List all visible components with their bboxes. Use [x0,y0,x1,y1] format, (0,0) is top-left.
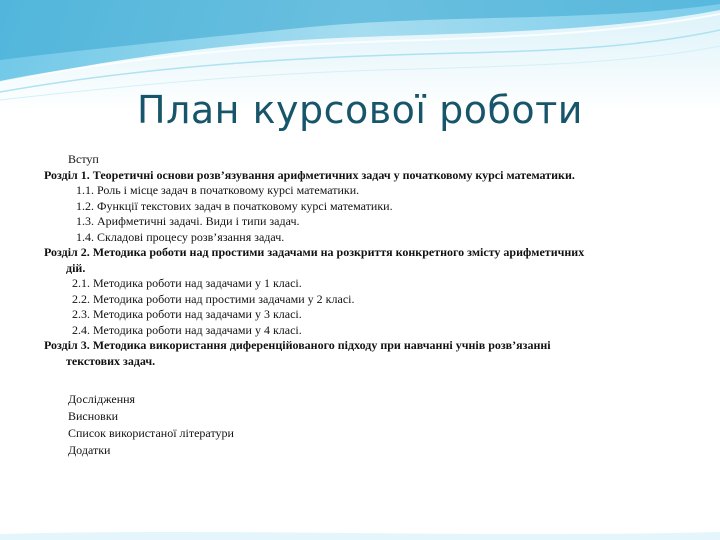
section2-heading-continued: дій. [66,260,86,275]
section1-item: 1.4. Складові процесу розв’язання задач. [76,229,285,244]
footer-wave-decoration [0,526,720,540]
section2-item: 2.2. Методика роботи над простими задачами у 2 класі. [72,291,355,306]
final-item-conclusions: Висновки [68,409,119,423]
final-items-list [44,391,694,459]
final-item-research: Дослідження [68,392,136,406]
intro-item: Вступ [68,152,99,166]
section2-item: 2.1. Методика роботи над задачами у 1 класі. [72,276,302,290]
section2-heading: Розділ 2. Методика роботи над простими задачами на розкриття конкретного змісту арифметичних [44,245,585,259]
section1-item: 1.1. Роль і місце задач в початковому курсі математики. [76,183,360,197]
spacer [44,369,694,391]
slide-title: План курсової роботи [137,88,583,132]
section3-heading: Розділ 3. Методика використання диференційованого підходу при навчанні учнів розв’язанні [44,338,551,352]
section1-item: 1.2. Функції текстових задач в початковому курсі математики. [76,198,393,213]
section2-item: 2.3. Методика роботи над задачами у 3 класі. [72,307,302,321]
section2-item: 2.4. Методика роботи над задачами у 4 класі. [72,322,302,337]
section1-heading: Розділ 1. Теоретичні основи розв’язування арифметичних задач у початковому курсі математики. [44,167,575,182]
final-item-references: Список використаної літератури [68,426,234,440]
final-item-appendices: Додатки [68,443,111,457]
section1-item: 1.3. Арифметичні задачі. Види і типи задач. [76,214,300,228]
section3-heading-continued: текстових задач. [66,353,156,368]
course-plan-outline [44,152,694,459]
